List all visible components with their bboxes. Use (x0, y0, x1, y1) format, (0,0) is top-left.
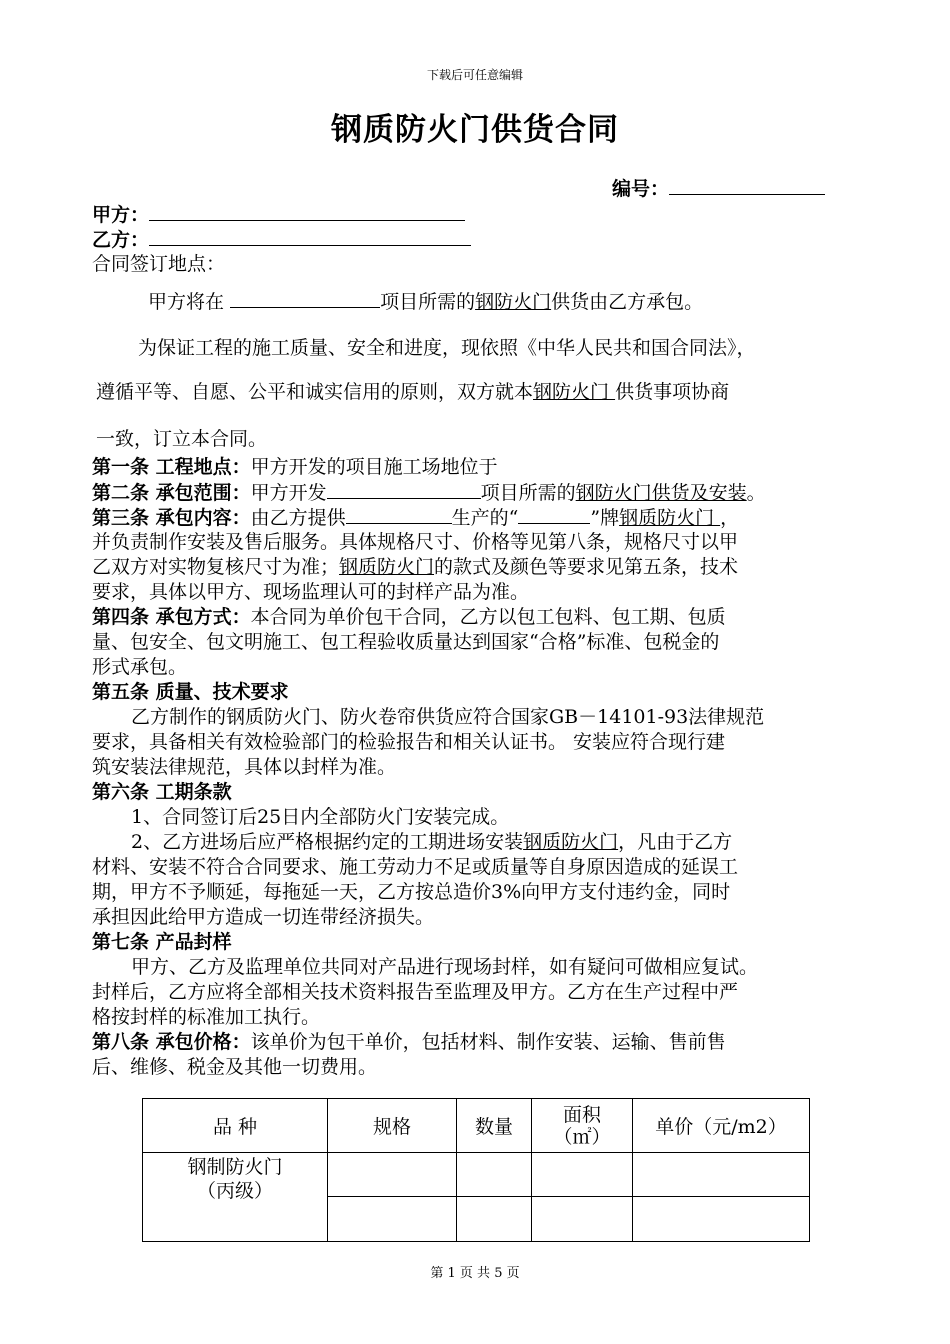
sign-place-label: 合同签订地点： (92, 253, 226, 275)
article-4-line-2: 量、包安全、包文明施工、包工程验收质量达到国家“合格”标准、包税金的 (92, 631, 720, 653)
article-7-line-1: 甲方、乙方及监理单位共同对产品进行现场封样，如有疑问可做相应复试。 (131, 956, 759, 978)
party-a-label: 甲方： (92, 204, 150, 226)
article-4-line-1 (92, 605, 726, 629)
header-variety: 品 种 (143, 1099, 328, 1153)
scope-text: 钢防火门供货及安装 (575, 482, 747, 504)
table-cell[interactable] (532, 1153, 633, 1197)
article-heading: 第一条 工程地点： (92, 456, 251, 478)
brand-blank[interactable] (518, 505, 590, 524)
article-8-line-2: 后、维修、税金及其他一切费用。 (92, 1056, 378, 1078)
header-area-label: 面积 (562, 1103, 601, 1126)
article-3-line-4: 要求，具体以甲方、现场监理认可的封样产品为准。 (92, 581, 530, 603)
sign-place-line (92, 252, 225, 276)
product-name-line-2: （丙级） (196, 1180, 273, 1202)
article-1 (92, 455, 498, 479)
article-text: 乙双方对实物复核尺寸为准； (92, 556, 340, 578)
article-text: 项目所需的 (480, 482, 576, 504)
header-quantity: 数量 (457, 1099, 532, 1153)
article-3-line-2: 并负责制作安装及售后服务。具体规格尺寸、价格等见第八条，规格尺寸以甲 (92, 531, 739, 553)
product-name: 钢防火门 (533, 381, 616, 403)
intro-text: 遵循平等、自愿、公平和诚实信用的原则，双方就本 (96, 381, 534, 403)
article-6-line-4: 期，甲方不予顺延，每拖延一天，乙方按总造价3%向甲方支付违约金，同时 (92, 881, 731, 903)
intro-text: 甲方将在 (148, 291, 225, 313)
product-name: 钢质防火门 (339, 556, 435, 578)
table-row (143, 1153, 810, 1197)
article-4-line-3: 形式承包。 (92, 656, 188, 678)
article-6-line-2 (131, 830, 732, 854)
article-2 (92, 480, 766, 505)
party-b-label: 乙方： (92, 229, 150, 251)
article-5-heading: 第五条 质量、技术要求 (92, 681, 289, 703)
article-5-line-1: 乙方制作的钢质防火门、防火卷帘供货应符合国家GB－14101-93法律规范 (131, 706, 765, 728)
article-6-line-5: 承担因此给甲方造成一切连带经济损失。 (92, 906, 435, 928)
table-cell[interactable] (328, 1153, 457, 1197)
serial-blank[interactable] (669, 176, 825, 195)
header-area-unit: （㎡） (553, 1125, 611, 1148)
article-text: 的款式及颜色等要求见第五条，技术 (434, 556, 739, 578)
article-6-line-3: 材料、安装不符合合同要求、施工劳动力不足或质量等自身原因造成的延误工 (92, 856, 739, 878)
article-7-heading: 第七条 产品封样 (92, 931, 232, 953)
article-text: 2、乙方进场后应严格根据约定的工期进场安装 (131, 831, 524, 853)
party-a-blank[interactable] (149, 202, 465, 221)
article-heading: 第四条 承包方式： (92, 606, 251, 628)
price-table (142, 1098, 810, 1242)
header-unit-price: 单价（元/m2） (633, 1099, 810, 1153)
article-text: ， (720, 507, 740, 529)
article-6-line-1: 1、合同签订后25日内全部防火门安装完成。 (131, 806, 510, 828)
project-blank[interactable] (230, 289, 380, 308)
article-5-line-3: 筑安装法律规范，具体以封样为准。 (92, 756, 397, 778)
article-7-line-2: 封样后，乙方应将全部相关技术资料报告至监理及甲方。乙方在生产过程中严 (92, 981, 739, 1003)
article-8-line-1 (92, 1030, 726, 1054)
header-spec: 规格 (328, 1099, 457, 1153)
article-3-line-1 (92, 505, 739, 530)
page-title: 钢质防火门供货合同 (331, 112, 619, 148)
product-name-line-1: 钢制防火门 (187, 1156, 283, 1178)
article-text: 。 (746, 482, 766, 504)
table-cell[interactable] (633, 1153, 810, 1197)
table-cell[interactable] (633, 1197, 810, 1242)
page-footer: 第 1 页 共 5 页 (430, 1266, 520, 1281)
party-a-line (92, 202, 465, 227)
article-7-line-3: 格按封样的标准加工执行。 (92, 1006, 321, 1028)
table-cell[interactable] (457, 1153, 532, 1197)
supplier-blank[interactable] (346, 505, 452, 524)
article-text: 甲方开发的项目施工场地位于 (250, 456, 498, 478)
article-3-line-3 (92, 555, 738, 579)
header-area (532, 1099, 633, 1153)
intro-text: 项目所需的 (380, 291, 476, 313)
article-text: 生产的“ (451, 507, 519, 529)
intro-paragraph-2-line-2 (96, 380, 729, 404)
product-name: 钢质防火门 (523, 831, 619, 853)
article-text: ”牌 (590, 507, 620, 529)
developer-project-blank[interactable] (327, 480, 481, 499)
table-header-row (143, 1099, 810, 1153)
article-6-heading: 第六条 工期条款 (92, 781, 232, 803)
article-heading: 第八条 承包价格： (92, 1031, 251, 1053)
article-text: 甲方开发 (250, 482, 327, 504)
party-b-line (92, 227, 471, 252)
table-cell[interactable] (532, 1197, 633, 1242)
intro-text: 供货事项协商 (615, 381, 730, 403)
article-text: 由乙方提供 (250, 507, 346, 529)
article-text: 该单价为包干单价，包括材料、制作安装、运输、售前售 (250, 1031, 726, 1053)
serial-number-line (612, 176, 825, 201)
intro-paragraph-2-line-3: 一致，订立本合同。 (96, 428, 268, 450)
header-note: 下载后可任意编辑 (426, 68, 523, 82)
article-5-line-2: 要求，具备相关有效检验部门的检验报告和相关认证书。 安装应符合现行建 (92, 731, 726, 753)
article-text: ，凡由于乙方 (618, 831, 733, 853)
article-heading: 第二条 承包范围： (92, 482, 251, 504)
product-name: 钢质防火门 (619, 507, 721, 529)
article-text: 本合同为单价包干合同，乙方以包工包料、包工期、包质 (250, 606, 726, 628)
table-cell[interactable] (457, 1197, 532, 1242)
table-cell[interactable] (328, 1197, 457, 1242)
article-heading: 第三条 承包内容： (92, 507, 251, 529)
party-b-blank[interactable] (149, 227, 471, 246)
intro-text: 供货由乙方承包。 (551, 291, 704, 313)
product-name: 钢防火门 (475, 291, 552, 313)
intro-paragraph-1 (148, 289, 703, 314)
product-cell (143, 1153, 328, 1242)
serial-label: 编号： (612, 178, 670, 200)
intro-paragraph-2-line-1: 为保证工程的施工质量、安全和进度，现依照《中华人民共和国合同法》， (138, 337, 756, 359)
